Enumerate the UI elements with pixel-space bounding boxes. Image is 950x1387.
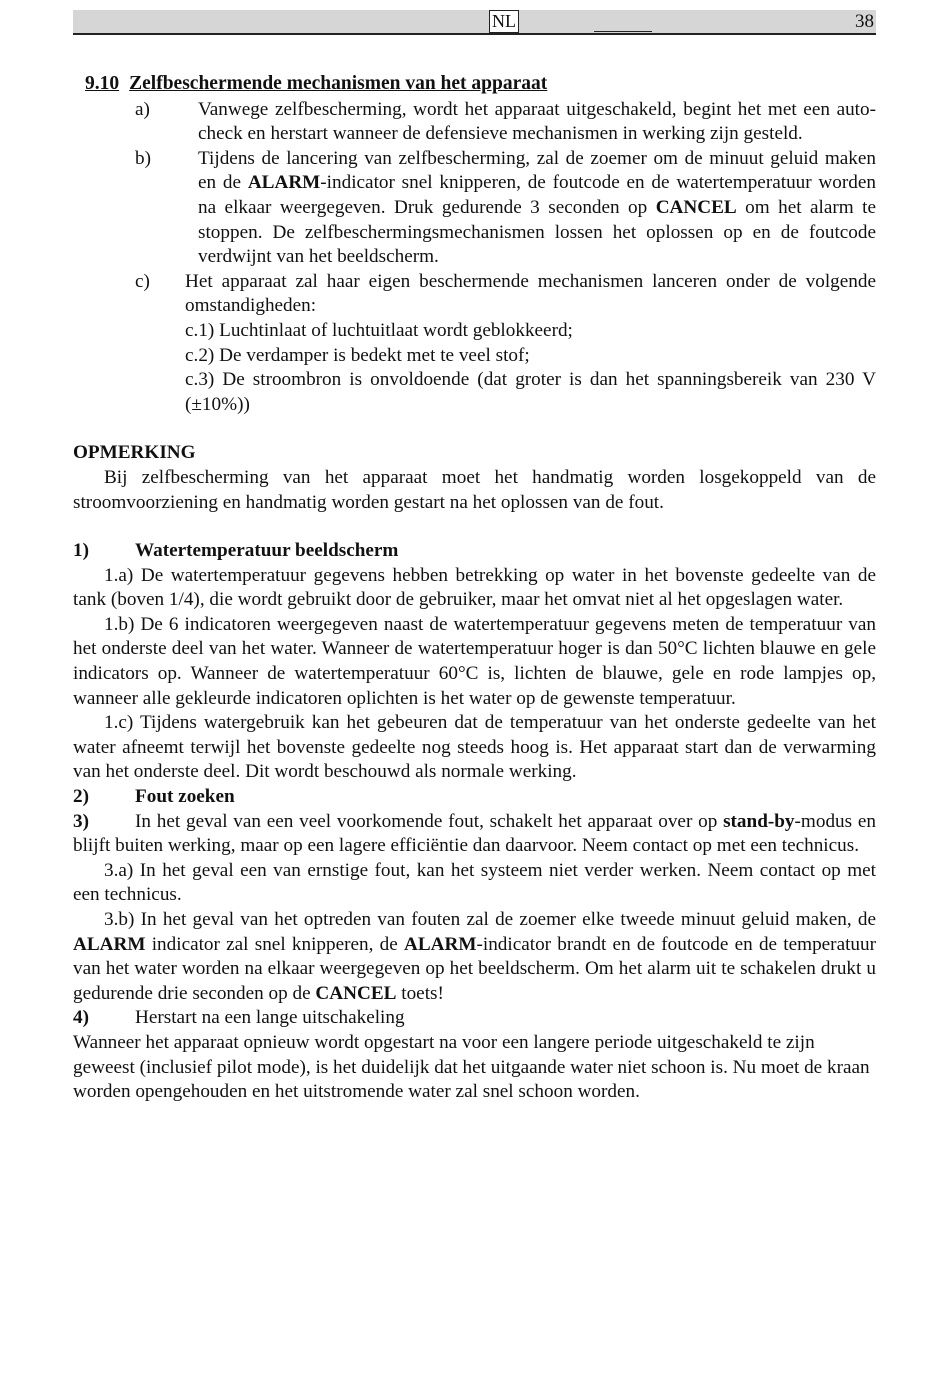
section-number: 9.10 (85, 73, 120, 94)
alarm-keyword: ALARM (404, 933, 477, 955)
header-rule (594, 31, 652, 32)
paragraph-4: Wanneer het apparaat opnieuw wordt opgestart na voor een langere periode uitgeschakeld te zijn geweest (inclusief pilot mode), is het duidelijk dat het uitgaande water niet schoon is. Nu moet de kraan worden opengehouden en het uitstromende water zal snel schoon worden. (73, 1031, 870, 1103)
section-title-text: Zelfbeschermende mechanismen van het apparaat (129, 73, 548, 94)
list-item-b (135, 147, 876, 270)
list-text: om het alarm te stoppen. De zelfbeschermingsmechanismen lossen het oplossen op en de foutcode verdwijnt van het beeldscherm. (198, 196, 876, 268)
heading-text: Herstart na een lange uitschakeling (135, 1007, 405, 1029)
document-body (73, 72, 876, 1105)
paragraph-text: indicator zal snel knipperen, de (145, 933, 404, 955)
paragraph-text: -modus en blijft buiten werking, maar op een lagere efficiëntie dan daarvoor. Neem contact op met een technicus. (73, 810, 876, 857)
cancel-keyword: CANCEL (315, 982, 397, 1004)
cancel-keyword: CANCEL (655, 196, 737, 218)
section-title (85, 72, 876, 97)
alarm-keyword: ALARM (247, 172, 321, 194)
paragraph-1b: 1.b) De 6 indicatoren weergegeven naast de watertemperatuur gegevens meten de temperatuur van het onderste deel van het water. Wanneer de watertemperatuur hoger is dan 50°C lichten blauwe en gele indicators op. Wanneer de watertemperatuur 60°C is, lichten de blauwe, gele en rode lampjes op, wanneer alle gekleurde indicatoren oplichten is het water op de gewenste temperatuur. (73, 613, 876, 709)
paragraph-3b (73, 908, 876, 1006)
heading-4 (73, 1006, 876, 1031)
list-text: -indicator snel knipperen, de foutcode en de watertemperatuur worden na elkaar weergegeven. Druk gedurende 3 seconden op (198, 172, 876, 218)
paragraph-text: -indicator brandt en de foutcode en de temperatuur van het water worden na elkaar weergegeven op het beeldscherm. Om het alarm uit te schakelen drukt u gedurende drie seconden op de (73, 933, 876, 1004)
paragraph-3 (73, 810, 876, 859)
condition-item: c.1) Luchtinlaat of luchtuitlaat wordt geblokkeerd; (185, 319, 573, 341)
standby-keyword: stand-by (723, 810, 795, 832)
heading-number: 4) (73, 1007, 89, 1029)
heading-number: 2) (73, 786, 89, 808)
paragraph-text: toets! (396, 982, 444, 1004)
heading-number: 3) (73, 810, 89, 832)
note-title: OPMERKING (73, 442, 196, 464)
note-text: Bij zelfbescherming van het apparaat moet het handmatig worden losgekoppeld van de stroomvoorziening en handmatig worden gestart na het oplossen van de fout. (73, 466, 876, 513)
page-number: 38 (855, 11, 874, 32)
list-item-a (135, 98, 876, 147)
paragraph-text: 3.b) In het geval van het optreden van fouten zal de zoemer elke tweede minuut geluid maken, de (104, 909, 876, 930)
list-label: b) (135, 147, 151, 169)
list-text: Het apparaat zal haar eigen beschermende mechanismen lanceren onder de volgende omstandigheden: (185, 270, 876, 317)
paragraph-1a: 1.a) De watertemperatuur gegevens hebben betrekking op water in het bovenste gedeelte van de tank (boven 1/4), die wordt gebruikt door de gebruiker, maar het omvat niet al het opgeslagen water. (73, 564, 876, 611)
page-header (73, 10, 876, 35)
heading-text: Watertemperatuur beeldscherm (135, 540, 399, 562)
list-label: a) (135, 98, 150, 120)
condition-item: c.3) De stroombron is onvoldoende (dat groter is dan het spanningsbereik van 230 V (±10%)) (185, 369, 876, 415)
heading-2 (73, 785, 876, 810)
list-item-c (135, 270, 876, 319)
condition-item: c.2) De verdamper is bedekt met te veel stof; (185, 344, 530, 366)
alarm-keyword: ALARM (73, 933, 146, 955)
heading-number: 1) (73, 540, 89, 562)
paragraph-3a: 3.a) In het geval een van ernstige fout, kan het systeem niet verder werken. Neem contact op met een technicus. (73, 859, 876, 906)
paragraph-1c: 1.c) Tijdens watergebruik kan het gebeuren dat de temperatuur van het onderste gedeelte van het water afneemt terwijl het bovenste gedeelte nog steeds hoog is. Het apparaat start dan de verwarming van het onderste deel. Dit wordt beschouwd als normale werking. (73, 712, 876, 783)
list-label: c) (135, 270, 150, 292)
list-text: Tijdens de lancering van zelfbescherming, zal de zoemer om de minuut geluid maken en de (198, 147, 876, 194)
paragraph-text: In het geval van een veel voorkomende fout, schakelt het apparaat over op (135, 810, 724, 832)
language-tag: NL (489, 10, 519, 33)
heading-1 (73, 539, 876, 564)
heading-text: Fout zoeken (135, 786, 235, 808)
list-text: Vanwege zelfbescherming, wordt het apparaat uitgeschakeld, begint het met een auto-check en herstart wanneer de defensieve mechanismen in werking zijn gesteld. (198, 98, 876, 145)
